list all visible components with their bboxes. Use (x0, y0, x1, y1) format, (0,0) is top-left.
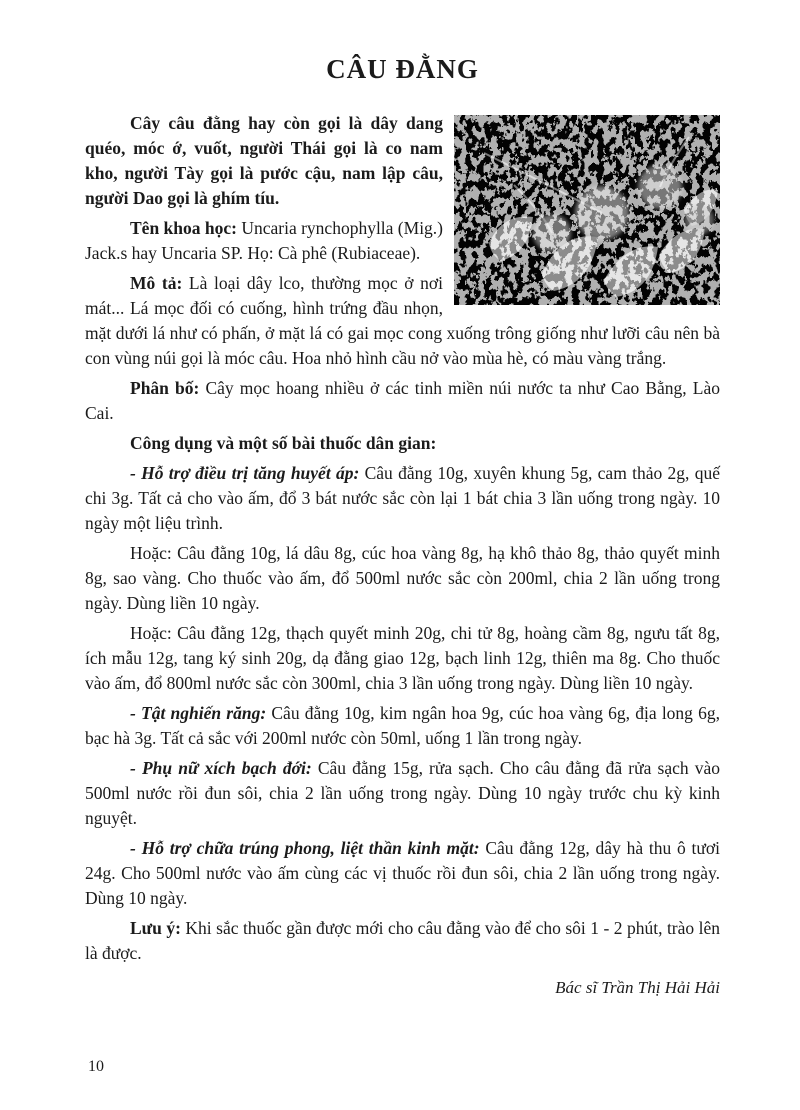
remedy-alternative-2-text: Hoặc: Câu đằng 12g, thạch quyết minh 20g, chi tử 8g, hoàng cầm 8g, ngưu tất 8g, ích mẫu 12g, tang ký sinh 20g, dạ đằng giao 12g, bạch linh 12g, thiên ma 8g. Cho thuốc vào ấm, đổ 800ml nước sắc còn 300ml, chia 3 lần uống trong ngày. Dùng liền 10 ngày. (85, 623, 720, 693)
scientific-name-text: Uncaria rynchophylla (Mig.) Jack.s hay Uncaria SP. Họ: Cà phê (Rubiaceae). (85, 218, 444, 263)
common-names-text: Cây câu đằng hay còn gọi là dây dang quéo, móc ớ, vuốt, người Thái gọi là co nam kho, người Tày gọi là pước cậu, nam lập câu, người Dao gọi là ghím tíu. (85, 113, 443, 208)
distribution-label: Phân bố: (130, 378, 200, 398)
author-signature: Bác sĩ Trần Thị Hải Hải (555, 978, 720, 997)
remedy-leukorrhea-text: Câu đằng 15g, rửa sạch. Cho câu đằng đã rửa sạch vào 500ml nước rồi đun sôi, chia 2 lần uống trong ngày. Dùng 10 ngày trước chu kỳ kinh nguyệt. (85, 758, 720, 828)
description-text: Là loại dây lco, thường mọc ở nơi mát... Lá mọc đối có cuống, hình trứng đầu nhọn, mặt dưới lá như có phấn, ở mặt lá có gai mọc cong xuống trông giống như lưỡi câu nên bà con vùng núi gọi là móc câu. Hoa nhỏ hình cầu nở vào mùa hè, có màu vàng trắng. (85, 273, 720, 368)
remedy-alternative-1-text: Hoặc: Câu đằng 10g, lá dâu 8g, cúc hoa vàng 8g, hạ khô thảo 8g, thảo quyết minh 8g, sao vàng. Cho thuốc vào ấm, đổ 500ml nước sắc còn 200ml, chia 2 lần uống trong ngày. Dùng liền 10 ngày. (85, 543, 720, 613)
plant-photo (454, 115, 720, 305)
article-body (85, 111, 720, 1000)
remedy-facial-paralysis (85, 836, 720, 911)
remedy-hypertension-label: - Hỗ trợ điều trị tăng huyết áp: (130, 463, 360, 483)
remedy-teeth-grinding-text: Câu đằng 10g, kim ngân hoa 9g, cúc hoa vàng 6g, địa long 6g, bạc hà 3g. Tất cả sắc với 200ml nước còn 50ml, uống 1 lần trong ngày. (85, 703, 721, 748)
paragraph-distribution (85, 376, 720, 426)
remedy-teeth-grinding-label: - Tật nghiến răng: (130, 703, 267, 723)
description-label: Mô tả: (130, 273, 183, 293)
note-text: Khi sắc thuốc gần được mới cho câu đằng vào để cho sôi 1 - 2 phút, trào lên là được. (85, 918, 721, 963)
scientific-name-label: Tên khoa học: (130, 218, 237, 238)
page-number: 10 (88, 1058, 104, 1075)
distribution-text: Cây mọc hoang nhiều ở các tinh miền núi nước ta như Cao Bằng, Lào Cai. (85, 378, 721, 423)
remedy-leukorrhea-label: - Phụ nữ xích bạch đới: (130, 758, 312, 778)
note-label: Lưu ý: (130, 918, 181, 938)
remedy-facial-paralysis-text: Câu đằng 12g, dây hà thu ô tươi 24g. Cho 500ml nước vào ấm cùng các vị thuốc rồi đun sôi, chia 2 lần uống trong ngày. Dùng 10 ngày. (85, 838, 720, 908)
uses-section-heading (85, 431, 720, 456)
remedy-leukorrhea (85, 756, 720, 831)
remedy-alternative-1 (85, 541, 720, 616)
remedy-teeth-grinding (85, 701, 720, 751)
remedy-alternative-2 (85, 621, 720, 696)
paragraph-note (85, 916, 720, 966)
uses-heading-text: Công dụng và một số bài thuốc dân gian: (130, 433, 437, 453)
remedy-hypertension (85, 461, 720, 536)
page-title: CÂU ĐẰNG (326, 54, 479, 84)
remedy-hypertension-text: Câu đằng 10g, xuyên khung 5g, cam thảo 2g, quế chi 3g. Tất cả cho vào ấm, đổ 3 bát nước sắc còn lại 1 bát chia 3 lần uống trong ngày. 10 ngày một liệu trình. (85, 463, 720, 533)
remedy-facial-paralysis-label: - Hỗ trợ chữa trúng phong, liệt thần kinh mặt: (130, 838, 480, 858)
